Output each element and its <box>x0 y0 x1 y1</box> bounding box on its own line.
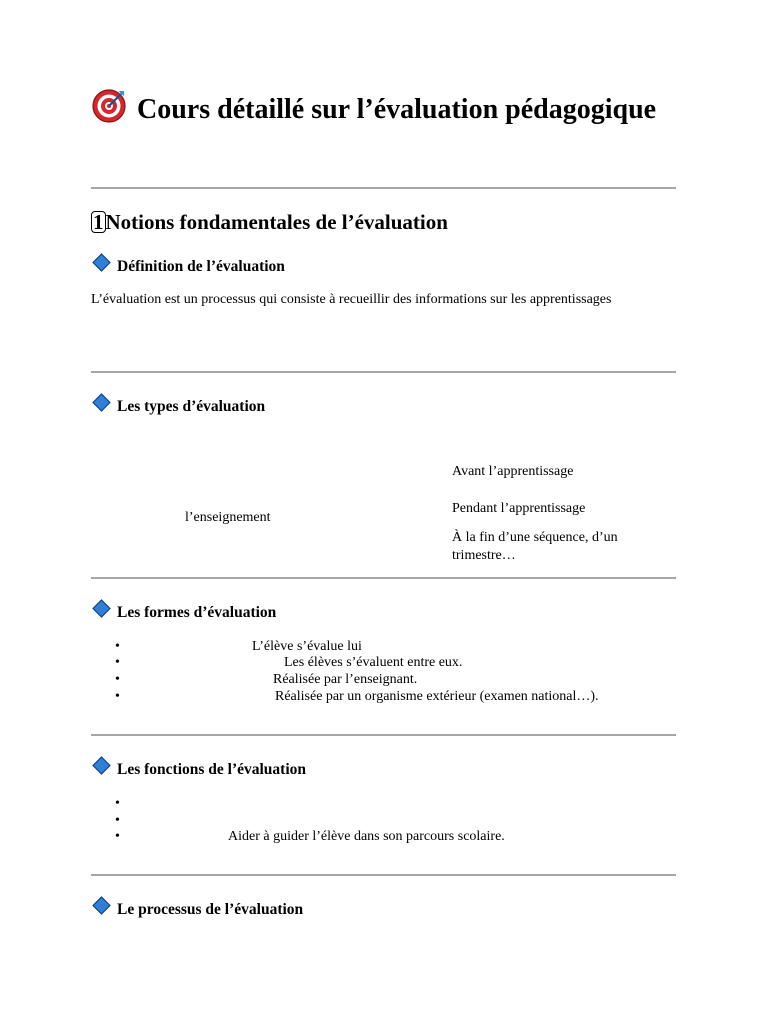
forms-item-2: Les élèves s’évaluent entre eux. <box>284 655 463 670</box>
list-item <box>115 672 120 688</box>
list-item <box>115 655 120 671</box>
forms-item-1: L’élève s’évalue lui <box>252 639 362 654</box>
divider <box>91 874 676 876</box>
types-row-3-cont: trimestre… <box>452 548 516 563</box>
process-heading: Le processus de l’évaluation <box>93 899 303 919</box>
section-heading <box>91 210 448 235</box>
types-row-1: Avant l’apprentissage <box>452 464 574 479</box>
functions-item-3: Aider à guider l’élève dans son parcours scolaire. <box>228 829 505 844</box>
forms-item-4: Réalisée par un organisme extérieur (examen national…). <box>275 689 599 704</box>
list-item <box>115 813 120 829</box>
divider <box>91 187 676 189</box>
types-row-3: À la fin d’une séquence, d’un <box>452 530 618 545</box>
definition-heading: Définition de l’évaluation <box>93 256 285 276</box>
types-heading: Les types d’évaluation <box>93 396 265 416</box>
list-item <box>115 829 120 845</box>
definition-text: L’évaluation est un processus qui consiste à recueillir des informations sur les apprentissages <box>91 292 612 307</box>
diamond-icon <box>92 393 110 411</box>
title-text: Cours détaillé sur l’évaluation pédagogique <box>137 94 657 125</box>
functions-heading: Les fonctions de l’évaluation <box>93 759 306 779</box>
forms-item-3: Réalisée par l’enseignant. <box>273 672 418 687</box>
types-left-cell: l’enseignement <box>185 510 271 525</box>
list-item <box>115 689 120 705</box>
divider <box>91 371 676 373</box>
divider <box>91 734 676 736</box>
diamond-icon <box>92 253 110 271</box>
section-title: Notions fondamentales de l’évaluation <box>105 210 448 234</box>
target-icon <box>91 88 127 124</box>
list-item <box>115 639 120 655</box>
diamond-icon <box>92 599 110 617</box>
types-row-2: Pendant l’apprentissage <box>452 501 586 516</box>
diamond-icon <box>92 896 110 914</box>
list-item <box>115 796 120 812</box>
section-number: 1 <box>93 210 104 234</box>
divider <box>91 577 676 579</box>
forms-heading: Les formes d’évaluation <box>93 602 276 622</box>
page-title <box>91 88 691 128</box>
diamond-icon <box>92 756 110 774</box>
